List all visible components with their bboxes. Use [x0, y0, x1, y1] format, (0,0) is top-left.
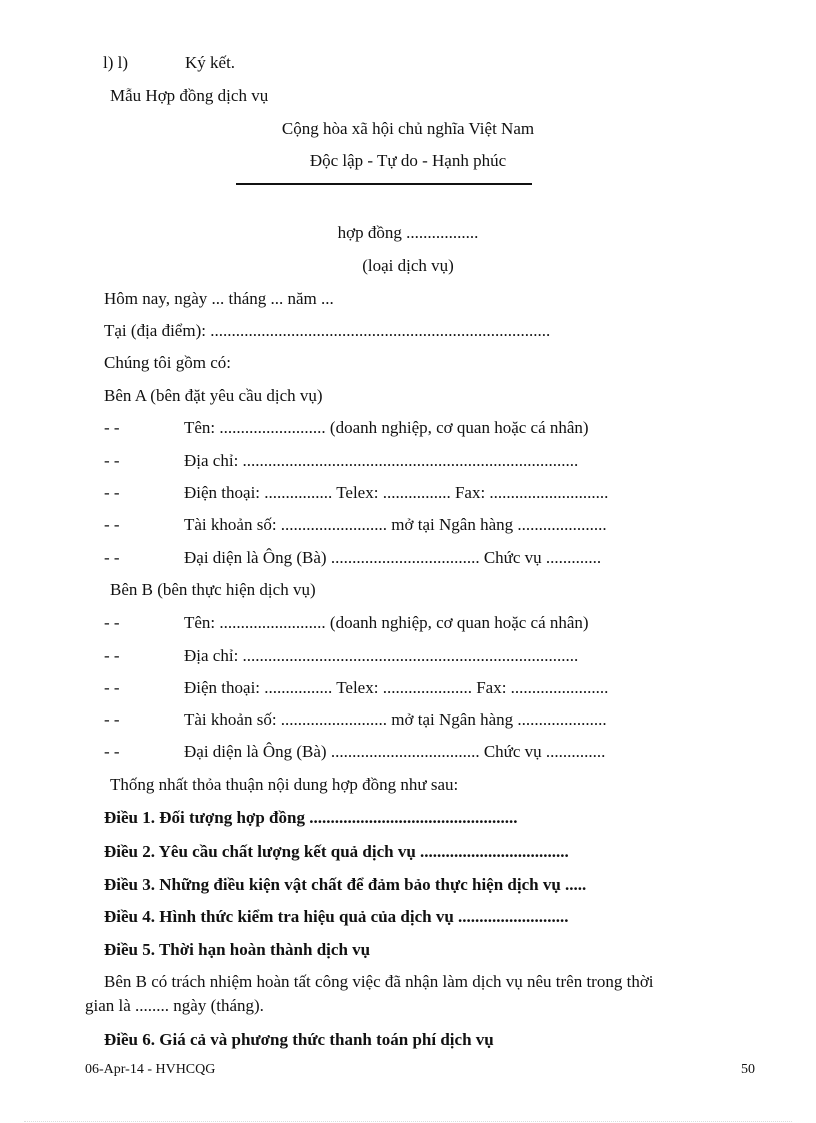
- list-dash: - -: [104, 710, 120, 729]
- national-title: Cộng hòa xã hội chủ nghĩa Việt Nam: [281, 119, 535, 138]
- party-a-name: Tên: ......................... (doanh nghiệp, cơ quan hoặc cá nhân): [184, 418, 589, 437]
- list-dash: - -: [104, 483, 120, 502]
- list-dash: - -: [104, 515, 120, 534]
- footer-date-source: 06-Apr-14 - HVHCQG: [85, 1062, 216, 1077]
- agreement-line: Thống nhất thỏa thuận nội dung hợp đồng như sau:: [110, 775, 459, 794]
- party-a-representative: Đại diện là Ông (Bà) ................................... Chức vụ .............: [184, 548, 602, 567]
- list-dash: - -: [104, 742, 120, 761]
- list-dash: - -: [104, 646, 120, 665]
- list-dash: - -: [104, 613, 120, 632]
- article-2: Điều 2. Yêu cầu chất lượng kết quả dịch vụ ...................................: [104, 842, 569, 861]
- article-6: Điều 6. Giá cả và phương thức thanh toán phí dịch vụ: [104, 1030, 494, 1049]
- national-motto: Độc lập - Tự do - Hạnh phúc: [309, 151, 507, 170]
- party-b-name: Tên: ......................... (doanh nghiệp, cơ quan hoặc cá nhân): [184, 613, 589, 632]
- list-dash: - -: [104, 451, 120, 470]
- party-b-address: Địa chỉ: ...............................................................................: [184, 646, 579, 665]
- party-a-account: Tài khoản số: ......................... mở tại Ngân hàng .....................: [184, 515, 607, 534]
- article-3: Điều 3. Những điều kiện vật chất để đảm bảo thực hiện dịch vụ .....: [104, 875, 587, 894]
- party-b-heading: Bên B (bên thực hiện dịch vụ): [110, 580, 316, 599]
- page-bottom-divider: [24, 1121, 792, 1122]
- sign-title: Ký kết.: [185, 53, 236, 72]
- party-b-representative: Đại diện là Ông (Bà) ................................... Chức vụ ..............: [184, 742, 606, 761]
- article-5-text-line1: Bên B có trách nhiệm hoàn tất công việc đã nhận làm dịch vụ nêu trên trong thời: [104, 972, 654, 991]
- party-b-phone: Điện thoại: ................ Telex: ..................... Fax: .......................: [184, 678, 609, 697]
- party-a-heading: Bên A (bên đặt yêu cầu dịch vụ): [104, 386, 323, 405]
- article-4: Điều 4. Hình thức kiểm tra hiệu quả của dịch vụ ..........................: [104, 907, 569, 926]
- article-5: Điều 5. Thời hạn hoàn thành dịch vụ: [104, 940, 371, 959]
- contract-subtitle: (loại dịch vụ): [362, 256, 454, 275]
- parties-line: Chúng tôi gồm có:: [104, 353, 232, 372]
- date-line: Hôm nay, ngày ... tháng ... năm ...: [104, 289, 334, 308]
- party-b-account: Tài khoản số: ......................... mở tại Ngân hàng .....................: [184, 710, 607, 729]
- article-1: Điều 1. Đối tượng hợp đồng .................................................: [104, 808, 518, 827]
- article-5-text-line2: gian là ........ ngày (tháng).: [85, 996, 264, 1015]
- party-a-address: Địa chỉ: ...............................................................................: [184, 451, 579, 470]
- page-number: 50: [741, 1062, 755, 1077]
- template-title: Mẫu Hợp đồng dịch vụ: [110, 86, 269, 105]
- list-dash: - -: [104, 548, 120, 567]
- list-dash: - -: [104, 418, 120, 437]
- list-prefix: l) l): [103, 53, 129, 72]
- list-dash: - -: [104, 678, 120, 697]
- contract-title: hợp đồng .................: [337, 223, 479, 242]
- title-underline: [236, 183, 532, 185]
- party-a-phone: Điện thoại: ................ Telex: ................ Fax: ............................: [184, 483, 609, 502]
- place-line: Tại (địa điểm): ................................................................................: [104, 321, 551, 340]
